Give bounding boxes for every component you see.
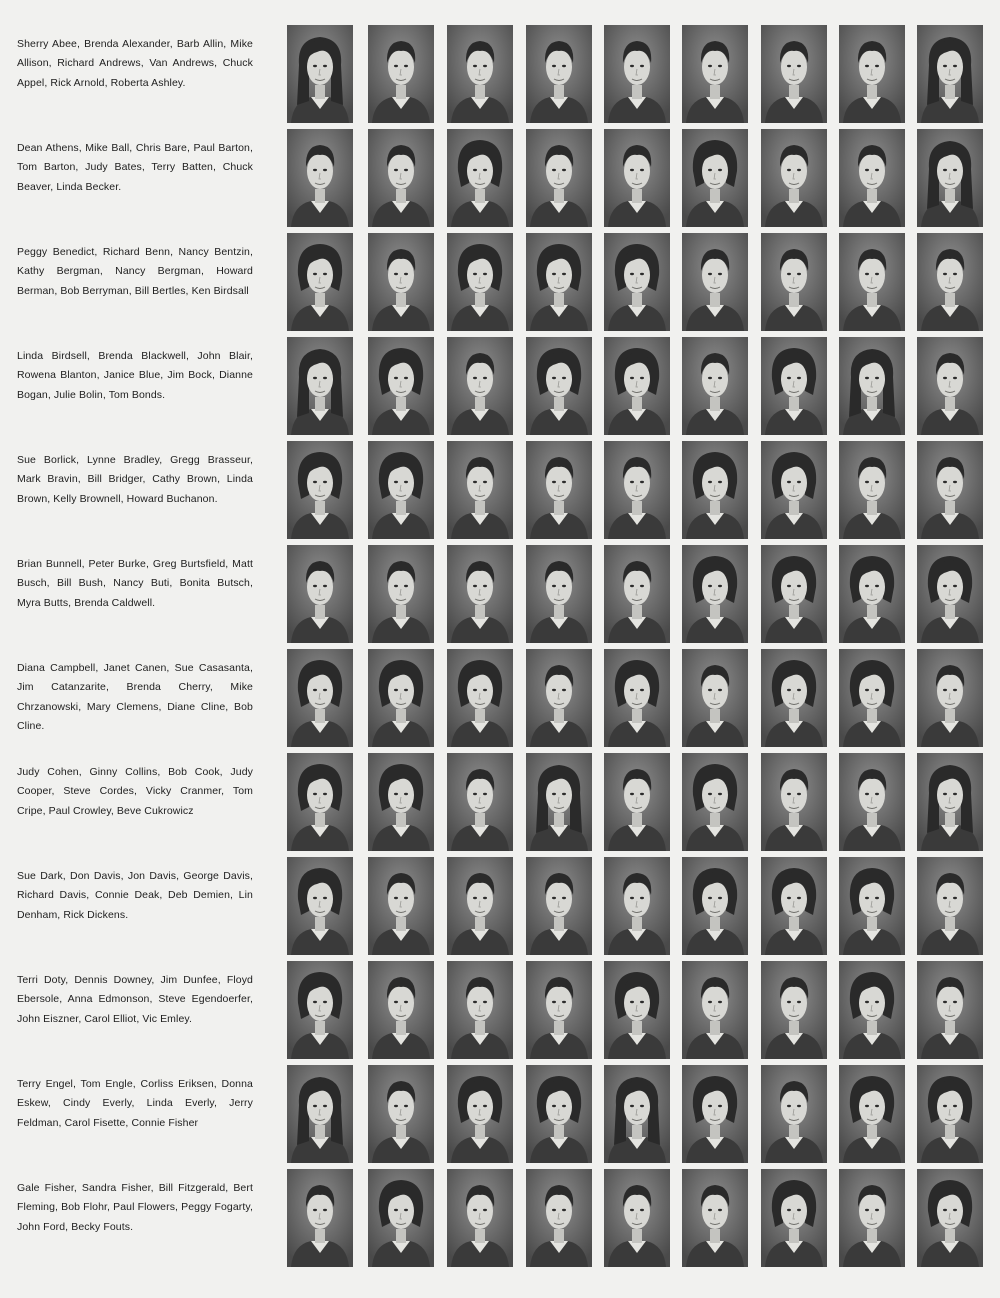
student-portrait [287,441,353,539]
name-caption: Terry Engel, Tom Engle, Corliss Eriksen, Donna Eskew, Cindy Everly, Linda Everly, Jerry Feldman, Carol Fisette, Connie Fisher [17,1078,253,1129]
student-row [0,649,1000,747]
student-portrait [917,857,983,955]
student-portrait [682,337,748,435]
portrait-strip [287,233,1000,331]
student-portrait [839,545,905,643]
name-caption: Sherry Abee, Brenda Alexander, Barb Allin, Mike Allison, Richard Andrews, Van Andrews, Chuck Appel, Rick Arnold, Roberta Ashley. [17,38,253,89]
student-portrait [839,233,905,331]
portrait-strip [287,1065,1000,1163]
student-portrait [604,337,670,435]
student-portrait [287,753,353,851]
student-portrait [604,233,670,331]
student-portrait [287,1065,353,1163]
student-row [0,25,1000,123]
student-portrait [447,441,513,539]
portrait-strip [287,337,1000,435]
student-portrait [682,1065,748,1163]
student-portrait [761,233,827,331]
student-portrait [839,857,905,955]
student-portrait [682,1169,748,1267]
student-portrait [604,441,670,539]
student-portrait [761,545,827,643]
student-portrait [839,961,905,1059]
name-caption: Judy Cohen, Ginny Collins, Bob Cook, Judy Cooper, Steve Cordes, Vicky Cranmer, Tom Cripe, Paul Crowley, Beve Cukrowicz [17,766,253,817]
student-portrait [368,857,434,955]
student-portrait [917,1169,983,1267]
student-portrait [526,545,592,643]
student-portrait [682,545,748,643]
student-portrait [447,129,513,227]
name-caption: Gale Fisher, Sandra Fisher, Bill Fitzgerald, Bert Fleming, Bob Flohr, Paul Flowers, Peggy Fogarty, John Ford, Becky Fouts. [17,1182,253,1233]
student-portrait [839,753,905,851]
student-portrait [526,441,592,539]
student-row [0,1169,1000,1267]
student-portrait [682,129,748,227]
student-portrait [604,1169,670,1267]
student-portrait [917,545,983,643]
student-portrait [761,1065,827,1163]
student-portrait [526,1065,592,1163]
name-caption: Peggy Benedict, Richard Benn, Nancy Bentzin, Kathy Bergman, Nancy Bergman, Howard Berman, Bob Berryman, Bill Bertles, Ken Birdsall [17,246,253,297]
student-portrait [447,649,513,747]
student-portrait [917,441,983,539]
student-portrait [761,441,827,539]
portrait-strip [287,857,1000,955]
student-portrait [526,961,592,1059]
student-portrait [447,25,513,123]
student-portrait [526,649,592,747]
student-portrait [917,961,983,1059]
student-portrait [682,961,748,1059]
portrait-strip [287,441,1000,539]
student-row [0,753,1000,851]
name-caption: Terri Doty, Dennis Downey, Jim Dunfee, Floyd Ebersole, Anna Edmonson, Steve Egendoerfer, John Eiszner, Carol Elliot, Vic Emley. [17,974,253,1025]
student-portrait [368,129,434,227]
student-portrait [761,961,827,1059]
student-portrait [761,753,827,851]
student-portrait [604,545,670,643]
student-portrait [526,753,592,851]
student-portrait [447,545,513,643]
student-portrait [287,337,353,435]
student-portrait [761,129,827,227]
student-portrait [368,337,434,435]
student-portrait [682,25,748,123]
name-caption: Dean Athens, Mike Ball, Chris Bare, Paul Barton, Tom Barton, Judy Bates, Terry Batten, Chuck Beaver, Linda Becker. [17,142,253,193]
portrait-strip [287,649,1000,747]
student-portrait [761,1169,827,1267]
student-portrait [682,857,748,955]
student-portrait [682,753,748,851]
student-portrait [447,233,513,331]
student-portrait [917,649,983,747]
student-row [0,545,1000,643]
name-caption: Sue Borlick, Lynne Bradley, Gregg Brasseur, Mark Bravin, Bill Bridger, Cathy Brown, Linda Brown, Kelly Brownell, Howard Buchanon. [17,454,253,505]
student-portrait [917,337,983,435]
student-portrait [761,857,827,955]
student-portrait [604,129,670,227]
student-portrait [287,649,353,747]
student-portrait [761,337,827,435]
student-portrait [682,649,748,747]
student-portrait [839,129,905,227]
student-portrait [368,753,434,851]
student-portrait [287,129,353,227]
student-portrait [526,857,592,955]
portrait-strip [287,545,1000,643]
student-row [0,1065,1000,1163]
student-portrait [604,25,670,123]
student-portrait [761,649,827,747]
student-row [0,857,1000,955]
student-portrait [447,961,513,1059]
student-portrait [287,545,353,643]
student-portrait [917,1065,983,1163]
student-portrait [526,25,592,123]
student-portrait [287,25,353,123]
student-portrait [917,25,983,123]
student-portrait [447,1169,513,1267]
student-portrait [604,1065,670,1163]
student-portrait [839,25,905,123]
portrait-strip [287,1169,1000,1267]
student-portrait [917,233,983,331]
student-portrait [287,961,353,1059]
student-portrait [839,337,905,435]
student-row [0,441,1000,539]
student-portrait [604,857,670,955]
student-portrait [917,129,983,227]
student-portrait [682,233,748,331]
student-portrait [839,1065,905,1163]
student-portrait [447,857,513,955]
name-caption: Brian Bunnell, Peter Burke, Greg Burtsfield, Matt Busch, Bill Bush, Nancy Buti, Bonita Butsch, Myra Butts, Brenda Caldwell. [17,558,253,609]
student-portrait [368,1065,434,1163]
student-portrait [368,545,434,643]
student-portrait [368,1169,434,1267]
student-portrait [839,649,905,747]
name-caption: Diana Campbell, Janet Canen, Sue Casasanta, Jim Catanzarite, Brenda Cherry, Mike Chrzanowski, Mary Clemens, Diane Cline, Bob Cline. [17,662,253,732]
student-portrait [447,753,513,851]
portrait-strip [287,129,1000,227]
student-portrait [368,233,434,331]
student-portrait [447,337,513,435]
student-portrait [368,25,434,123]
student-portrait [368,441,434,539]
student-portrait [682,441,748,539]
student-portrait [447,1065,513,1163]
student-row [0,337,1000,435]
student-portrait [839,441,905,539]
name-caption: Linda Birdsell, Brenda Blackwell, John Blair, Rowena Blanton, Janice Blue, Jim Bock, Dianne Bogan, Julie Bolin, Tom Bonds. [17,350,253,401]
student-portrait [368,649,434,747]
portrait-strip [287,753,1000,851]
student-portrait [604,961,670,1059]
name-caption: Sue Dark, Don Davis, Jon Davis, George Davis, Richard Davis, Connie Deak, Deb Demien, Lin Denham, Rick Dickens. [17,870,253,921]
student-portrait [526,129,592,227]
student-portrait [761,25,827,123]
student-portrait [526,1169,592,1267]
student-portrait [287,857,353,955]
student-portrait [287,233,353,331]
student-portrait [604,649,670,747]
student-portrait [917,753,983,851]
student-portrait [368,961,434,1059]
portrait-strip [287,25,1000,123]
student-row [0,233,1000,331]
student-row [0,129,1000,227]
student-portrait [604,753,670,851]
portrait-strip [287,961,1000,1059]
student-portrait [526,233,592,331]
student-portrait [839,1169,905,1267]
student-row [0,961,1000,1059]
student-portrait [526,337,592,435]
student-portrait [287,1169,353,1267]
